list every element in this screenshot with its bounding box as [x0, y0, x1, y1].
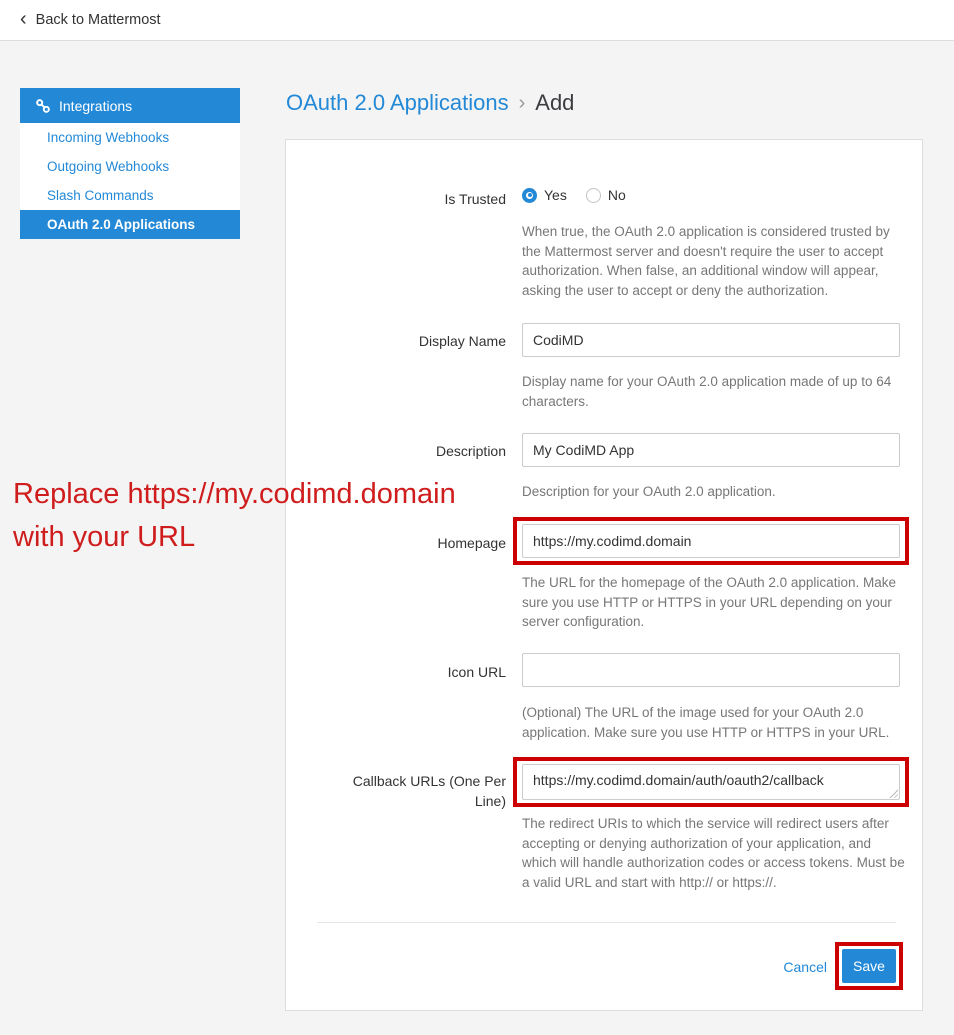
footer-divider — [317, 922, 896, 923]
is-trusted-no-radio[interactable] — [586, 188, 601, 203]
icon-url-help: (Optional) The URL of the image used for your OAuth 2.0 application. Make sure you use HTTP or HTTPS in your URL. — [522, 705, 890, 740]
icon-url-label: Icon URL — [447, 664, 506, 680]
sidebar-header-integrations[interactable] — [20, 88, 240, 123]
chevron-right-icon: › — [518, 91, 526, 114]
display-name-label: Display Name — [418, 333, 506, 349]
display-name-help: Display name for your OAuth 2.0 application made of up to 64 characters. — [522, 374, 892, 409]
homepage-input[interactable] — [522, 524, 900, 558]
callback-urls-label: Callback URLs (One Per Line) — [352, 773, 506, 809]
annotation-line-1: Replace https://my.codimd.domain — [13, 478, 456, 510]
homepage-label: Homepage — [437, 535, 506, 551]
display-name-input[interactable] — [522, 323, 900, 357]
breadcrumb — [286, 90, 574, 116]
icon-url-input[interactable] — [522, 653, 900, 687]
sidebar-item-oauth-applications[interactable]: OAuth 2.0 Applications — [20, 210, 240, 239]
breadcrumb-current: Add — [535, 90, 575, 115]
homepage-help: The URL for the homepage of the OAuth 2.0 application. Make sure you use HTTP or HTTPS in your URL depending on your server configuration. — [522, 575, 896, 629]
description-input[interactable] — [522, 433, 900, 467]
link-icon — [36, 99, 50, 113]
sidebar-items — [20, 123, 240, 239]
save-button[interactable]: Save — [842, 949, 896, 983]
sidebar-item-incoming-webhooks[interactable]: Incoming Webhooks — [47, 130, 170, 145]
is-trusted-yes-radio[interactable] — [522, 188, 537, 203]
annotation-line-2: with your URL — [13, 521, 196, 553]
cancel-button[interactable]: Cancel — [783, 959, 827, 975]
is-trusted-label: Is Trusted — [444, 191, 506, 207]
is-trusted-radio-group — [522, 187, 626, 203]
is-trusted-no-label[interactable]: No — [607, 187, 626, 203]
description-label: Description — [435, 443, 506, 459]
annotation-text — [13, 473, 456, 559]
back-link-label: Back to Mattermost — [35, 12, 161, 28]
description-help: Description for your OAuth 2.0 application. — [522, 484, 776, 499]
oauth-add-form-panel — [285, 139, 923, 1011]
callback-urls-help: The redirect URIs to which the service will redirect users after accepting or denying authorization of your application, and which will handle authorization codes or access tokens. Must be a valid URL and start with http:// or https://. — [522, 816, 905, 890]
back-to-mattermost-link[interactable] — [20, 0, 161, 40]
breadcrumb-parent-link[interactable]: OAuth 2.0 Applications — [286, 90, 509, 115]
callback-urls-textarea[interactable] — [522, 764, 900, 800]
back-chevron-icon: ‹ — [20, 8, 27, 30]
is-trusted-yes-label[interactable]: Yes — [544, 187, 567, 203]
integrations-sidebar — [20, 88, 240, 239]
sidebar-item-outgoing-webhooks[interactable]: Outgoing Webhooks — [47, 159, 170, 174]
topbar — [0, 0, 954, 41]
sidebar-item-slash-commands[interactable]: Slash Commands — [47, 188, 154, 203]
is-trusted-help: When true, the OAuth 2.0 application is considered trusted by the Mattermost server and doesn't require the user to accept authorization. When false, an additional window will appear, asking the user to accept or deny the authorization. — [522, 224, 890, 298]
sidebar-header-label: Integrations — [59, 97, 133, 114]
